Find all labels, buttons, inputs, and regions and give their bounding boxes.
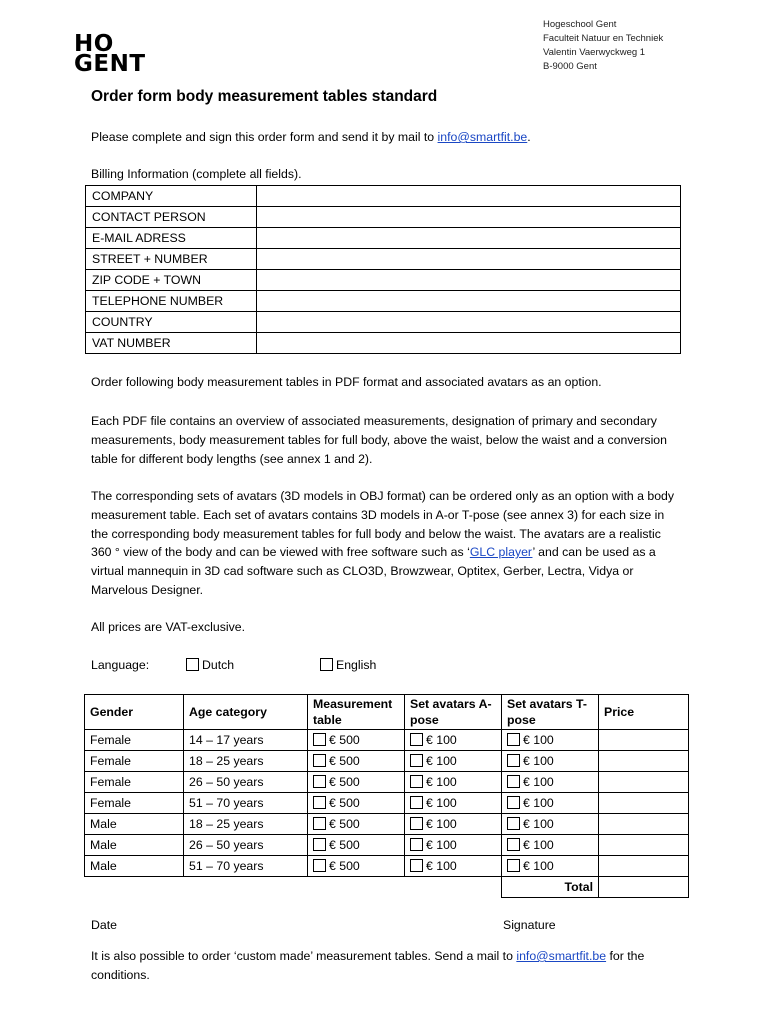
a-pose-price: € 100 [426, 838, 457, 852]
measurement-table-checkbox[interactable] [313, 859, 326, 872]
billing-heading: Billing Information (complete all fields). [91, 167, 302, 181]
a-pose-price: € 100 [426, 754, 457, 768]
language-dutch-option[interactable] [186, 658, 234, 672]
billing-row [86, 312, 681, 333]
intro-text: Please complete and sign this order form and send it by mail to [91, 130, 438, 144]
age-cell: 18 – 25 years [184, 751, 308, 772]
gender-cell: Female [85, 730, 184, 751]
a-pose-price: € 100 [426, 796, 457, 810]
billing-field-input[interactable] [257, 207, 681, 228]
empty-cell [405, 877, 502, 898]
a-pose-cell[interactable] [405, 730, 502, 751]
address-line: Valentin Vaerwyckweg 1 [543, 47, 646, 58]
billing-field-input[interactable] [257, 312, 681, 333]
measurement-table-cell[interactable] [308, 835, 405, 856]
col-price: Price [599, 695, 689, 730]
table-row [85, 814, 689, 835]
price-cell[interactable] [599, 835, 689, 856]
age-cell: 26 – 50 years [184, 772, 308, 793]
intro-paragraph [91, 128, 681, 147]
total-value-cell[interactable] [599, 877, 689, 898]
t-pose-cell[interactable] [502, 772, 599, 793]
gender-cell: Male [85, 814, 184, 835]
avatars-text-1: The corresponding sets of avatars (3D models in OBJ format) can be ordered only as an option with a body measurement table. Each set of avatars contains 3D models in A-or T-pose (see annex 3) for each size in the corresponding body measurement tables for full body and below the waist. The avatars are a realistic 360 ° view of the body and can be viewed with free software such as ‘ [91, 489, 675, 560]
custom-paragraph [91, 947, 671, 985]
a-pose-checkbox[interactable] [410, 796, 423, 809]
t-pose-checkbox[interactable] [507, 817, 520, 830]
measurement-table-price: € 500 [329, 859, 360, 873]
measurement-table-price: € 500 [329, 775, 360, 789]
measurement-table-cell[interactable] [308, 772, 405, 793]
dutch-checkbox[interactable] [186, 658, 199, 671]
empty-cell [85, 877, 184, 898]
measurement-table-cell[interactable] [308, 793, 405, 814]
col-t-pose: Set avatars T-pose [502, 695, 599, 730]
gender-cell: Male [85, 856, 184, 877]
billing-field-label: COUNTRY [86, 312, 257, 333]
col-gender: Gender [85, 695, 184, 730]
t-pose-price: € 100 [523, 859, 554, 873]
t-pose-checkbox[interactable] [507, 838, 520, 851]
billing-row [86, 291, 681, 312]
measurement-table-price: € 500 [329, 796, 360, 810]
glc-player-link[interactable]: GLC player [469, 545, 533, 560]
a-pose-price: € 100 [426, 733, 457, 747]
gender-cell: Female [85, 751, 184, 772]
billing-field-input[interactable] [257, 249, 681, 270]
table-row [85, 772, 689, 793]
a-pose-checkbox[interactable] [410, 838, 423, 851]
measurement-table-checkbox[interactable] [313, 838, 326, 851]
measurement-table-cell[interactable] [308, 730, 405, 751]
table-row [85, 730, 689, 751]
avatars-paragraph [91, 487, 681, 600]
t-pose-checkbox[interactable] [507, 754, 520, 767]
table-row [85, 856, 689, 877]
empty-cell [308, 877, 405, 898]
custom-text: It is also possible to order ‘custom made’ measurement tables. Send a mail to [91, 949, 517, 963]
price-cell[interactable] [599, 751, 689, 772]
price-cell[interactable] [599, 793, 689, 814]
total-row [85, 877, 689, 898]
billing-field-label: STREET + NUMBER [86, 249, 257, 270]
measurement-table-checkbox[interactable] [313, 733, 326, 746]
billing-row [86, 249, 681, 270]
a-pose-checkbox[interactable] [410, 775, 423, 788]
t-pose-cell[interactable] [502, 751, 599, 772]
a-pose-checkbox[interactable] [410, 817, 423, 830]
a-pose-price: € 100 [426, 817, 457, 831]
billing-row [86, 207, 681, 228]
hogent-logo [74, 31, 146, 77]
a-pose-cell[interactable] [405, 751, 502, 772]
address-line: Faculteit Natuur en Techniek [543, 33, 664, 44]
col-measurement: Measurement table [308, 695, 405, 730]
t-pose-checkbox[interactable] [507, 775, 520, 788]
custom-end: for the conditions. [91, 949, 645, 982]
t-pose-cell[interactable] [502, 835, 599, 856]
t-pose-cell[interactable] [502, 856, 599, 877]
page-title: Order form body measurement tables standard [91, 88, 438, 105]
billing-row [86, 333, 681, 354]
measurement-table-checkbox[interactable] [313, 775, 326, 788]
t-pose-checkbox[interactable] [507, 859, 520, 872]
measurement-table-price: € 500 [329, 733, 360, 747]
age-cell: 51 – 70 years [184, 793, 308, 814]
billing-row [86, 228, 681, 249]
billing-field-label: TELEPHONE NUMBER [86, 291, 257, 312]
price-cell[interactable] [599, 772, 689, 793]
a-pose-checkbox[interactable] [410, 733, 423, 746]
billing-field-input[interactable] [257, 291, 681, 312]
measurement-table-checkbox[interactable] [313, 754, 326, 767]
t-pose-checkbox[interactable] [507, 733, 520, 746]
age-cell: 51 – 70 years [184, 856, 308, 877]
intro-email-link[interactable]: info@smartfit.be [437, 130, 528, 144]
age-cell: 18 – 25 years [184, 814, 308, 835]
t-pose-price: € 100 [523, 775, 554, 789]
logo-line-1: HO [74, 31, 114, 57]
english-label: English [336, 658, 377, 672]
billing-field-label: ZIP CODE + TOWN [86, 270, 257, 291]
a-pose-price: € 100 [426, 859, 457, 873]
col-age: Age category [184, 695, 308, 730]
date-label: Date [91, 918, 117, 932]
billing-row [86, 186, 681, 207]
a-pose-cell[interactable] [405, 772, 502, 793]
intro-end: . [527, 130, 531, 144]
table-row [85, 835, 689, 856]
t-pose-price: € 100 [523, 796, 554, 810]
dutch-label: Dutch [202, 658, 235, 672]
address-line: B-9000 Gent [543, 61, 597, 72]
t-pose-price: € 100 [523, 733, 554, 747]
price-cell[interactable] [599, 730, 689, 751]
measurement-table-cell[interactable] [308, 751, 405, 772]
billing-field-label: CONTACT PERSON [86, 207, 257, 228]
a-pose-cell[interactable] [405, 814, 502, 835]
t-pose-price: € 100 [523, 817, 554, 831]
price-cell[interactable] [599, 814, 689, 835]
t-pose-cell[interactable] [502, 730, 599, 751]
billing-row [86, 270, 681, 291]
measurement-table-cell[interactable] [308, 856, 405, 877]
custom-email-link[interactable]: info@smartfit.be [516, 949, 607, 963]
billing-field-input[interactable] [257, 186, 681, 207]
t-pose-cell[interactable] [502, 814, 599, 835]
measurement-table-checkbox[interactable] [313, 817, 326, 830]
a-pose-price: € 100 [426, 775, 457, 789]
col-a-pose: Set avatars A-pose [405, 695, 502, 730]
t-pose-checkbox[interactable] [507, 796, 520, 809]
a-pose-cell[interactable] [405, 856, 502, 877]
billing-field-label: VAT NUMBER [86, 333, 257, 354]
table-row [85, 793, 689, 814]
language-label: Language: [91, 658, 150, 672]
measurement-table-price: € 500 [329, 754, 360, 768]
age-cell: 14 – 17 years [184, 730, 308, 751]
pdf-paragraph: Each PDF file contains an overview of associated measurements, designation of primary and secondary measurements, body measurement tables for full body, above the waist, below the waist and a conversion table for different body lengths (see annex 1 and 2). [91, 414, 667, 466]
billing-field-input[interactable] [257, 228, 681, 249]
a-pose-cell[interactable] [405, 835, 502, 856]
signature-label: Signature [503, 918, 556, 932]
language-english-option[interactable] [320, 658, 376, 672]
billing-field-input[interactable] [257, 270, 681, 291]
age-cell: 26 – 50 years [184, 835, 308, 856]
prices-table [84, 694, 689, 898]
measurement-table-price: € 500 [329, 817, 360, 831]
gender-cell: Female [85, 772, 184, 793]
billing-field-label: E-MAIL ADRESS [86, 228, 257, 249]
measurement-table-checkbox[interactable] [313, 796, 326, 809]
billing-table [85, 185, 681, 354]
a-pose-checkbox[interactable] [410, 754, 423, 767]
avatars-text-2: ’ and can be used as a virtual mannequin in 3D cad software such as CLO3D, Browzwear, Optitex, Gerber, Lectra, Vidya or Marvelous Designer. [91, 545, 656, 597]
measurement-table-price: € 500 [329, 838, 360, 852]
a-pose-checkbox[interactable] [410, 859, 423, 872]
gender-cell: Male [85, 835, 184, 856]
a-pose-cell[interactable] [405, 793, 502, 814]
school-address [543, 18, 663, 74]
measurement-table-cell[interactable] [308, 814, 405, 835]
t-pose-price: € 100 [523, 838, 554, 852]
t-pose-price: € 100 [523, 754, 554, 768]
total-label: Total [502, 877, 599, 898]
t-pose-cell[interactable] [502, 793, 599, 814]
vat-paragraph: All prices are VAT-exclusive. [91, 620, 245, 634]
english-checkbox[interactable] [320, 658, 333, 671]
address-line: Hogeschool Gent [543, 19, 617, 30]
billing-field-label: COMPANY [86, 186, 257, 207]
order-paragraph: Order following body measurement tables in PDF format and associated avatars as an option. [91, 375, 602, 389]
gender-cell: Female [85, 793, 184, 814]
logo-line-2: GENT [74, 51, 146, 77]
billing-field-input[interactable] [257, 333, 681, 354]
empty-cell [184, 877, 308, 898]
price-cell[interactable] [599, 856, 689, 877]
table-row [85, 751, 689, 772]
